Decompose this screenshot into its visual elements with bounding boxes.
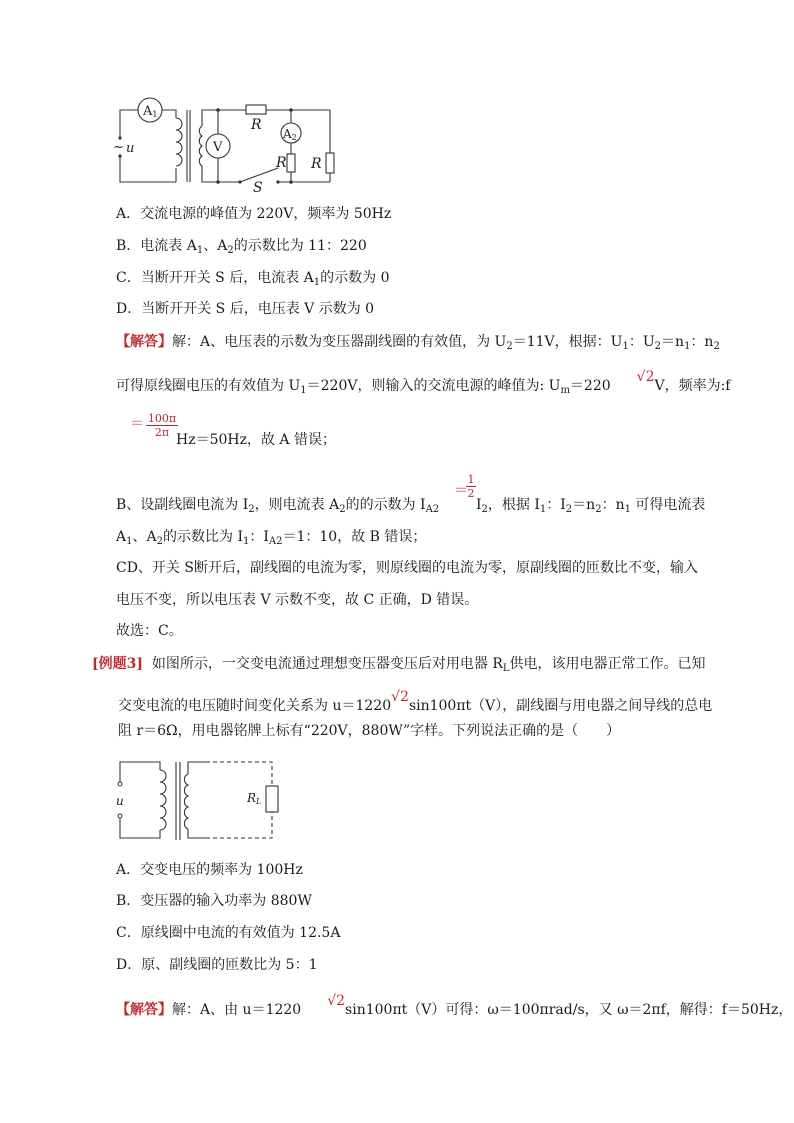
solution-line-4: B、设副线圈电流为 $I_2$，则电流表 $A_2$的的示数为 $I_{A2}$ ＝ $\frac{1}{2}$ $I_2$，根据 $I_1$：$I_2=n_2$：$n_1$ 可得电流表 [116, 473, 706, 515]
resistor-mid-label: R [276, 155, 287, 171]
resistor-right-label: R [311, 156, 322, 172]
ammeter-a2-label: A2 [283, 127, 297, 142]
ex3-solution-line-1: 【解答】解：A、由 u＝1220√2sin100πt（V）可得：ω＝100πrad/s，又 ω＝2πf，解得：f＝50Hz， [116, 993, 793, 1018]
load-label: RL [247, 791, 262, 806]
ex3-option-a: A．交变电压的频率为 100Hz [116, 862, 303, 878]
solution-line-2: 可得原线圈电压的有效值为 $U_1=220V$，则输入的交流电源的峰值为: $U_m=220√2V$，频率为:f [116, 369, 731, 396]
solution-line-3: ＝ $\frac{100\pi}{2\pi}$ Hz＝50Hz，故 A 错误； [130, 412, 336, 448]
source-symbol: ~ [113, 140, 124, 155]
voltmeter-label: V [213, 140, 223, 155]
solution-line-1: 【解答】解：A、电压表的示数为变压器副线圈的有效值，为 $U_2=11V$，根据：$U_1$：$U_2=n_1$：$n_2$ [116, 334, 720, 352]
ex3-option-c: C．原线圈中电流的有效值为 12.5A [116, 925, 341, 941]
switch-label: S [253, 180, 263, 196]
ex3-option-b: B．变压器的输入功率为 880W [116, 893, 312, 909]
example3-line-1: [例题3] 如图所示，一交变电流通过理想变压器变压后对用电器 $R_L$供电，该用电器正常工作。已知 [92, 656, 706, 674]
example3-line-2: 交变电流的电压随时间变化关系为 u＝1220√2sin100πt（V），副线圈与用电器之间导线的总电 [118, 689, 713, 714]
example3-tag: [例题3] [92, 656, 143, 672]
circuit-diagram-1 [110, 96, 350, 196]
option-a: A．交流电源的峰值为 220V，频率为 50Hz [116, 206, 392, 222]
ammeter-a1-label: A1 [143, 104, 158, 119]
circuit-diagram-2 [110, 756, 290, 846]
source-label: u [116, 794, 124, 808]
solution-line-8: 故选：C。 [116, 623, 183, 639]
option-c: C．当断开开关 S 后，电流表 $A_1$的示数为 0 [116, 270, 390, 288]
solution-line-5: $A_1$、$A_2$的示数比为 $I_1$：$I_{A2}=1$：10，故 B 错误； [116, 529, 427, 547]
sqrt2-symbol: √2 [327, 993, 346, 1009]
ex3-option-d: D．原、副线圈的匝数比为 5：1 [116, 957, 318, 973]
solution-line-7: 电压不变，所以电压表 V 示数不变，故 C 正确，D 错误。 [116, 592, 479, 608]
source-label: u [126, 141, 135, 156]
option-b: B．电流表 $A_1$、$A_2$的示数比为 11：220 [116, 238, 367, 256]
sqrt2-symbol: √2 [636, 369, 655, 385]
example3-line-3: 阻 r＝6Ω，用电器铭牌上标有“220V，880W”字样。下列说法正确的是（ ） [118, 723, 621, 739]
sqrt2-symbol: √2 [391, 689, 409, 705]
option-d: D．当断开开关 S 后，电压表 V 示数为 0 [116, 301, 375, 317]
solution-line-6: CD、开关 S断开后，副线圈的电流为零，则原线圈的电流为零，原副线圈的匝数比不变，输入 [116, 560, 698, 576]
resistor-top-label: R [251, 117, 262, 133]
